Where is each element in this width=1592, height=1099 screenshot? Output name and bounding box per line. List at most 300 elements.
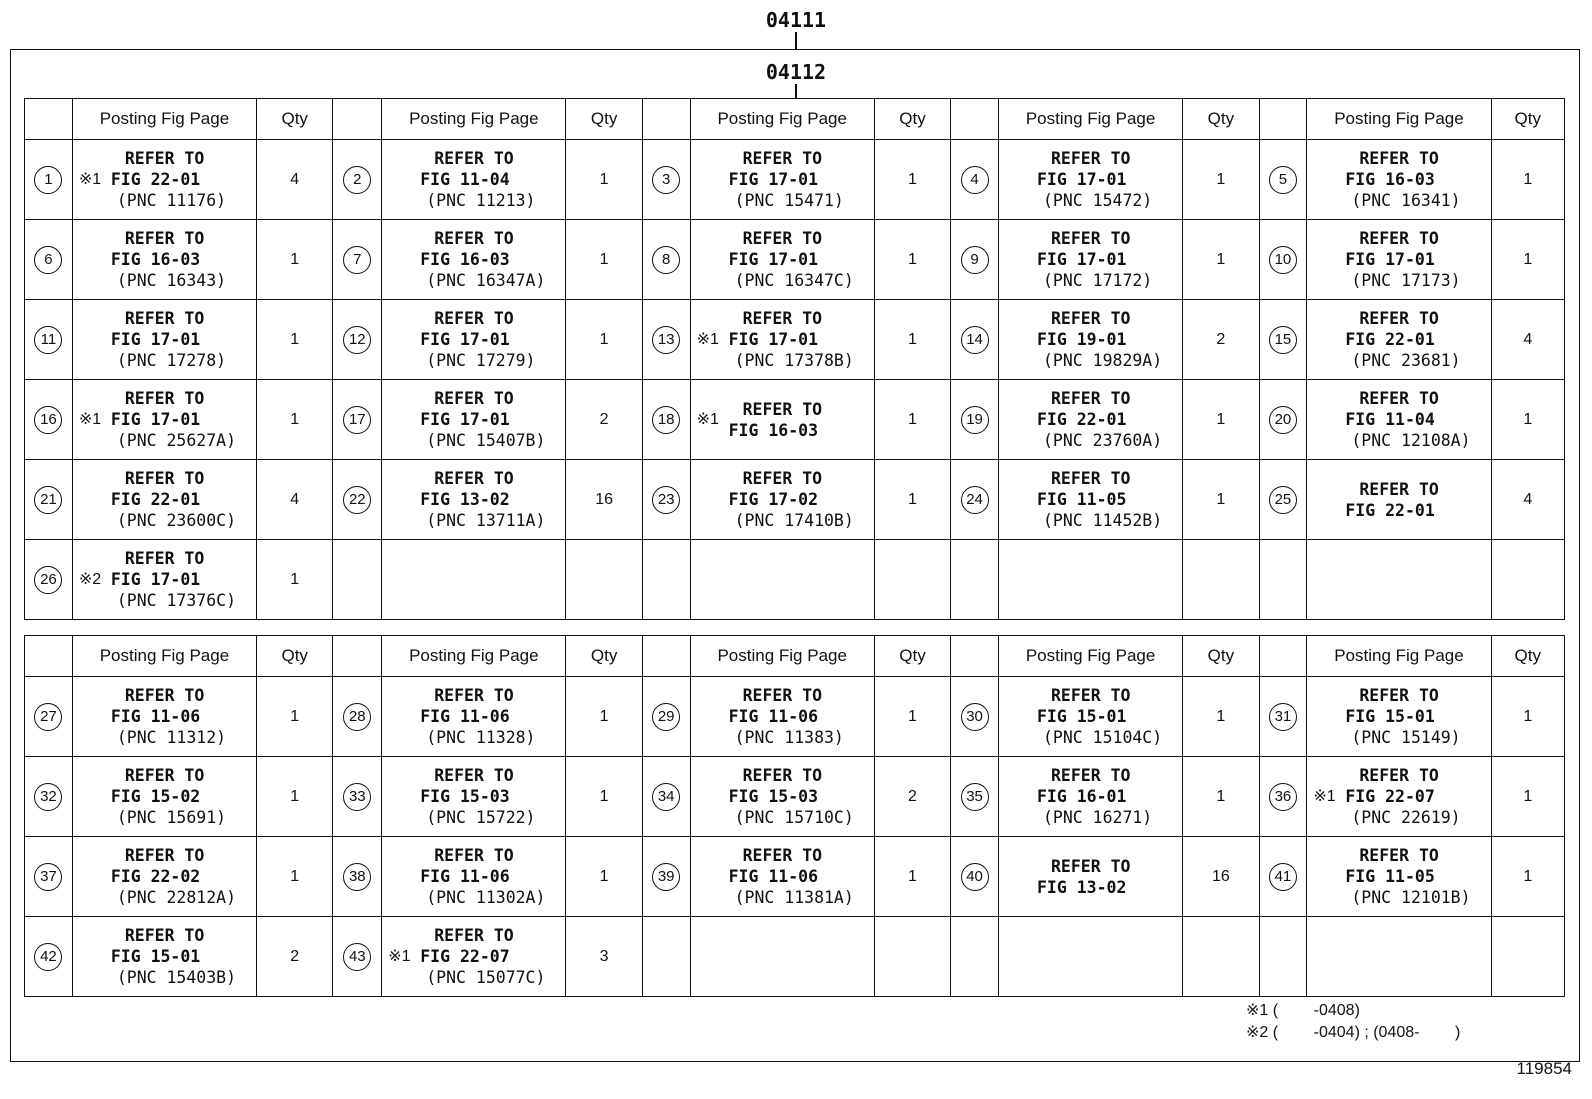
applicability-mark: ※2 xyxy=(78,571,102,588)
reference-line-l1: REFER TO xyxy=(1359,389,1439,408)
reference-line-l2: FIG 15-02 xyxy=(110,787,201,806)
reference-line-l3: (PNC 17376C) xyxy=(116,591,237,610)
header-posting-fig-page: Posting Fig Page xyxy=(690,636,874,677)
qty-cell xyxy=(257,677,333,757)
header-qty: Qty xyxy=(874,99,950,140)
footnotes xyxy=(1246,1000,1460,1044)
reference-lines xyxy=(111,388,236,451)
posting-fig-page-cell xyxy=(998,460,1182,540)
reference-line-l1: REFER TO xyxy=(742,399,823,419)
posting-fig-page-cell xyxy=(1307,540,1491,620)
qty-value: 1 xyxy=(1216,250,1226,268)
item-number-cell xyxy=(951,540,999,620)
qty-value: 1 xyxy=(908,490,917,508)
reference-line-l3: (PNC 15710C) xyxy=(734,808,854,827)
posting-reference xyxy=(382,845,565,908)
item-number-circle: 43 xyxy=(343,943,371,971)
item-number-cell xyxy=(642,677,690,757)
header-row xyxy=(25,636,1565,677)
posting-reference xyxy=(73,548,256,611)
qty-cell xyxy=(566,140,642,220)
posting-fig-page-cell xyxy=(998,220,1182,300)
qty-cell xyxy=(1491,917,1564,997)
qty-value: 2 xyxy=(908,787,917,805)
qty-value: 1 xyxy=(599,707,609,725)
posting-reference xyxy=(73,148,256,211)
item-number-circle: 23 xyxy=(652,486,680,514)
reference-line-l2: FIG 17-01 xyxy=(110,410,201,429)
reference-line-l3: (PNC 11213) xyxy=(426,191,536,210)
posting-reference xyxy=(999,388,1182,451)
item-number-cell xyxy=(1259,757,1307,837)
item-number-cell xyxy=(642,300,690,380)
posting-reference xyxy=(1307,479,1490,521)
reference-line-l3: (PNC 17172) xyxy=(1042,271,1153,290)
item-number-circle: 26 xyxy=(34,566,62,594)
item-number-circle: 8 xyxy=(652,246,680,274)
qty-value: 1 xyxy=(1216,170,1226,188)
reference-line-l2: FIG 17-01 xyxy=(110,330,201,349)
header-number xyxy=(951,99,999,140)
qty-cell xyxy=(874,837,950,917)
reference-lines xyxy=(1037,228,1152,291)
posting-fig-page-cell xyxy=(72,837,256,917)
qty-value: 2 xyxy=(599,410,609,428)
qty-cell xyxy=(1183,380,1259,460)
reference-line-l2: FIG 15-01 xyxy=(110,947,201,966)
reference-line-l1: REFER TO xyxy=(742,686,823,705)
qty-value: 1 xyxy=(908,867,917,885)
qty-cell xyxy=(566,300,642,380)
assembly-code-04111: 04111 xyxy=(765,8,827,32)
reference-line-l2: FIG 17-01 xyxy=(1036,250,1127,269)
reference-lines xyxy=(729,685,844,748)
reference-line-l2: FIG 11-04 xyxy=(1345,410,1435,429)
header-posting-fig-page: Posting Fig Page xyxy=(690,99,874,140)
reference-lines xyxy=(420,308,535,371)
posting-fig-page-cell xyxy=(382,380,566,460)
item-number-circle: 20 xyxy=(1269,406,1297,434)
reference-line-l3: (PNC 15077C) xyxy=(426,968,546,987)
reference-lines xyxy=(420,228,545,291)
applicability-mark: ※1 xyxy=(696,411,719,428)
qty-cell xyxy=(1183,220,1259,300)
posting-fig-page-cell xyxy=(1307,757,1491,837)
header-number xyxy=(951,636,999,677)
qty-value: 4 xyxy=(290,490,300,508)
reference-line-l1: REFER TO xyxy=(434,766,514,785)
reference-line-l2: FIG 16-03 xyxy=(1345,170,1435,189)
qty-value: 1 xyxy=(1216,490,1226,508)
qty-cell xyxy=(874,220,950,300)
header-number xyxy=(1259,636,1307,677)
reference-line-l1: REFER TO xyxy=(742,149,823,168)
posting-fig-page-cell xyxy=(1307,837,1491,917)
posting-fig-page-cell xyxy=(382,460,566,540)
reference-lines xyxy=(1345,845,1470,908)
reference-line-l2: FIG 11-05 xyxy=(1345,867,1435,886)
qty-cell xyxy=(566,837,642,917)
posting-reference xyxy=(691,308,874,371)
item-number-cell xyxy=(951,380,999,460)
reference-line-l2: FIG 17-01 xyxy=(420,410,510,429)
item-number-cell xyxy=(951,140,999,220)
posting-fig-page-cell xyxy=(72,220,256,300)
reference-line-l2: FIG 22-01 xyxy=(1345,330,1435,349)
qty-cell xyxy=(566,917,642,997)
qty-value: 1 xyxy=(290,570,300,588)
posting-reference xyxy=(382,148,565,211)
item-number-cell xyxy=(333,460,382,540)
header-qty: Qty xyxy=(1491,636,1564,677)
reference-line-l3: (PNC 12101B) xyxy=(1351,888,1471,907)
qty-cell xyxy=(257,837,333,917)
posting-reference xyxy=(73,685,256,748)
reference-line-l1: REFER TO xyxy=(742,229,823,248)
reference-lines xyxy=(1037,148,1152,211)
reference-line-l1: REFER TO xyxy=(434,469,514,488)
posting-reference xyxy=(691,845,874,908)
item-number-cell xyxy=(1259,140,1307,220)
item-number-cell xyxy=(333,300,382,380)
item-number-cell xyxy=(333,917,382,997)
posting-reference xyxy=(382,468,565,531)
posting-fig-page-cell xyxy=(382,837,566,917)
qty-cell xyxy=(1491,380,1564,460)
reference-line-l2: FIG 22-07 xyxy=(420,947,510,966)
reference-line-l3: (PNC 16343) xyxy=(116,271,227,290)
posting-reference xyxy=(382,388,565,451)
reference-line-l2: FIG 22-01 xyxy=(110,170,201,189)
item-number-circle: 41 xyxy=(1269,863,1297,891)
reference-lines xyxy=(1345,479,1438,521)
reference-lines xyxy=(420,765,535,828)
qty-cell xyxy=(874,757,950,837)
qty-value: 1 xyxy=(908,707,917,725)
posting-reference xyxy=(73,308,256,371)
qty-value: 1 xyxy=(908,170,917,188)
reference-line-l2: FIG 11-06 xyxy=(420,867,510,886)
item-number-circle: 9 xyxy=(961,246,989,274)
item-number-cell xyxy=(642,837,690,917)
reference-line-l2: FIG 17-01 xyxy=(1036,170,1127,189)
reference-line-l1: REFER TO xyxy=(434,389,514,408)
reference-line-l1: REFER TO xyxy=(1050,149,1131,168)
reference-line-l2: FIG 15-01 xyxy=(1345,707,1435,726)
qty-cell xyxy=(257,140,333,220)
reference-line-l3: (PNC 16347A) xyxy=(426,271,546,290)
item-number-cell xyxy=(951,300,999,380)
reference-line-l2: FIG 16-03 xyxy=(728,420,818,440)
reference-line-l1: REFER TO xyxy=(124,149,205,168)
item-number-cell xyxy=(333,677,382,757)
header-number xyxy=(642,99,690,140)
qty-value: 1 xyxy=(1216,707,1226,725)
reference-line-l1: REFER TO xyxy=(124,926,205,945)
reference-line-l2: FIG 19-01 xyxy=(1036,330,1127,349)
posting-fig-page-cell xyxy=(998,917,1182,997)
reference-line-l3: (PNC 12108A) xyxy=(1351,431,1471,450)
posting-reference xyxy=(691,765,874,828)
item-number-circle: 34 xyxy=(652,783,680,811)
header-qty: Qty xyxy=(257,99,333,140)
reference-line-l3: (PNC 15407B) xyxy=(426,431,546,450)
posting-fig-page-cell xyxy=(998,380,1182,460)
reference-line-l3: (PNC 15472) xyxy=(1042,191,1153,210)
reference-line-l3: (PNC 16271) xyxy=(1042,808,1153,827)
table-row xyxy=(25,837,1565,917)
posting-fig-page-cell xyxy=(72,380,256,460)
item-number-circle: 29 xyxy=(652,703,680,731)
reference-line-l2: FIG 17-01 xyxy=(728,170,818,189)
reference-lines xyxy=(1345,308,1460,371)
reference-line-l3: (PNC 16347C) xyxy=(734,271,854,290)
item-number-cell xyxy=(25,460,73,540)
reference-line-l1: REFER TO xyxy=(1050,686,1131,705)
item-number-circle: 37 xyxy=(34,863,62,891)
header-qty: Qty xyxy=(566,636,642,677)
posting-reference xyxy=(1307,388,1490,451)
item-number-cell xyxy=(642,220,690,300)
qty-cell xyxy=(874,300,950,380)
reference-lines xyxy=(111,845,236,908)
item-number-cell xyxy=(25,220,73,300)
reference-line-l3: (PNC 17278) xyxy=(116,351,227,370)
reference-line-l1: REFER TO xyxy=(434,149,514,168)
posting-fig-page-cell xyxy=(72,677,256,757)
reference-line-l1: REFER TO xyxy=(124,846,205,865)
item-number-cell xyxy=(951,220,999,300)
qty-value: 1 xyxy=(908,250,917,268)
qty-value: 1 xyxy=(599,330,609,348)
posting-fig-page-cell xyxy=(1307,917,1491,997)
header-posting-fig-page: Posting Fig Page xyxy=(72,636,256,677)
item-number-cell xyxy=(1259,300,1307,380)
header-number xyxy=(25,99,73,140)
reference-line-l3: (PNC 25627A) xyxy=(116,431,237,450)
posting-reference xyxy=(999,468,1182,531)
qty-cell xyxy=(1491,757,1564,837)
item-number-circle: 5 xyxy=(1269,166,1297,194)
qty-value: 1 xyxy=(908,330,917,348)
item-number-cell xyxy=(642,540,690,620)
item-number-cell xyxy=(333,757,382,837)
reference-lines xyxy=(111,308,226,371)
table-row xyxy=(25,220,1565,300)
item-number-circle: 16 xyxy=(34,406,62,434)
table-row xyxy=(25,540,1565,620)
qty-cell xyxy=(1491,837,1564,917)
qty-cell xyxy=(257,300,333,380)
qty-cell xyxy=(874,917,950,997)
item-number-circle: 30 xyxy=(961,703,989,731)
reference-line-l3: (PNC 11383) xyxy=(734,728,844,747)
reference-lines xyxy=(111,548,236,611)
reference-line-l3: (PNC 23681) xyxy=(1351,351,1461,370)
posting-fig-page-cell xyxy=(1307,300,1491,380)
header-posting-fig-page: Posting Fig Page xyxy=(1307,636,1491,677)
reference-line-l2: FIG 11-05 xyxy=(1036,490,1127,509)
applicability-mark: ※1 xyxy=(78,411,102,428)
qty-cell xyxy=(257,540,333,620)
qty-cell xyxy=(257,460,333,540)
reference-line-l2: FIG 22-01 xyxy=(1345,500,1435,520)
qty-cell xyxy=(1491,220,1564,300)
reference-line-l1: REFER TO xyxy=(742,846,823,865)
reference-line-l2: FIG 22-07 xyxy=(1345,787,1435,806)
reference-line-l2: FIG 22-02 xyxy=(110,867,201,886)
item-number-circle: 7 xyxy=(343,246,371,274)
qty-cell xyxy=(566,380,642,460)
reference-line-l2: FIG 22-01 xyxy=(110,490,201,509)
qty-cell xyxy=(566,540,642,620)
reference-lines xyxy=(420,148,535,211)
table-row xyxy=(25,677,1565,757)
item-number-circle: 15 xyxy=(1269,326,1297,354)
posting-reference xyxy=(999,228,1182,291)
qty-cell xyxy=(566,220,642,300)
qty-value: 1 xyxy=(290,867,300,885)
item-number-cell xyxy=(25,837,73,917)
reference-lines xyxy=(729,765,854,828)
reference-line-l3: (PNC 15104C) xyxy=(1042,728,1163,747)
qty-cell xyxy=(257,380,333,460)
reference-line-l3: (PNC 11452B) xyxy=(1042,511,1163,530)
reference-lines xyxy=(111,765,226,828)
reference-line-l1: REFER TO xyxy=(1050,389,1131,408)
reference-lines xyxy=(1345,765,1460,828)
qty-cell xyxy=(1491,140,1564,220)
item-number-circle: 21 xyxy=(34,486,62,514)
posting-reference xyxy=(691,228,874,291)
reference-lines xyxy=(420,685,535,748)
item-number-cell xyxy=(642,460,690,540)
posting-reference xyxy=(382,765,565,828)
reference-line-l3: (PNC 11381A) xyxy=(734,888,854,907)
qty-cell xyxy=(1183,677,1259,757)
posting-reference xyxy=(73,845,256,908)
posting-reference xyxy=(382,308,565,371)
parts-table-2 xyxy=(24,635,1565,997)
applicability-mark: ※1 xyxy=(1313,788,1336,805)
reference-line-l2: FIG 17-01 xyxy=(1345,250,1435,269)
reference-lines xyxy=(420,845,545,908)
table-row xyxy=(25,380,1565,460)
posting-reference xyxy=(1307,228,1490,291)
qty-cell xyxy=(257,917,333,997)
header-posting-fig-page: Posting Fig Page xyxy=(1307,99,1491,140)
reference-line-l2: FIG 17-02 xyxy=(728,490,818,509)
reference-line-l2: FIG 17-01 xyxy=(110,570,201,589)
parts-table-1 xyxy=(24,98,1565,620)
item-number-circle: 32 xyxy=(34,783,62,811)
reference-line-l3: (PNC 11328) xyxy=(426,728,536,747)
posting-fig-page-cell xyxy=(382,540,566,620)
qty-cell xyxy=(566,677,642,757)
reference-lines xyxy=(729,148,844,211)
qty-cell xyxy=(874,380,950,460)
reference-line-l3: (PNC 11176) xyxy=(116,191,227,210)
qty-cell xyxy=(1491,300,1564,380)
qty-cell xyxy=(1491,540,1564,620)
posting-reference xyxy=(691,468,874,531)
qty-value: 3 xyxy=(599,947,609,965)
reference-line-l3: (PNC 23600C) xyxy=(116,511,237,530)
reference-line-l1: REFER TO xyxy=(1359,686,1439,705)
qty-cell xyxy=(874,677,950,757)
reference-line-l3: (PNC 15149) xyxy=(1351,728,1461,747)
reference-lines xyxy=(1345,148,1460,211)
posting-reference xyxy=(1307,765,1490,828)
qty-cell xyxy=(1183,540,1259,620)
reference-line-l1: REFER TO xyxy=(124,229,205,248)
item-number-circle: 38 xyxy=(343,863,371,891)
reference-line-l1: REFER TO xyxy=(1050,856,1131,876)
qty-value: 4 xyxy=(1523,330,1533,348)
item-number-cell xyxy=(1259,917,1307,997)
item-number-circle: 24 xyxy=(961,486,989,514)
reference-line-l1: REFER TO xyxy=(1050,469,1131,488)
posting-fig-page-cell xyxy=(998,300,1182,380)
applicability-mark: ※1 xyxy=(388,948,411,965)
reference-line-l3: (PNC 17173) xyxy=(1351,271,1461,290)
reference-line-l1: REFER TO xyxy=(742,766,823,785)
posting-fig-page-cell xyxy=(690,757,874,837)
item-number-cell xyxy=(1259,837,1307,917)
header-row xyxy=(25,99,1565,140)
header-qty: Qty xyxy=(1183,636,1259,677)
posting-fig-page-cell xyxy=(690,837,874,917)
item-number-circle: 3 xyxy=(652,166,680,194)
reference-line-l1: REFER TO xyxy=(434,229,514,248)
posting-fig-page-cell xyxy=(690,677,874,757)
qty-cell xyxy=(1183,757,1259,837)
posting-reference xyxy=(999,685,1182,748)
item-number-cell xyxy=(25,757,73,837)
item-number-cell xyxy=(1259,460,1307,540)
posting-fig-page-cell xyxy=(1307,677,1491,757)
reference-lines xyxy=(1345,685,1460,748)
posting-fig-page-cell xyxy=(998,677,1182,757)
reference-line-l3: (PNC 23760A) xyxy=(1042,431,1163,450)
item-number-cell xyxy=(951,917,999,997)
posting-fig-page-cell xyxy=(690,460,874,540)
item-number-circle: 18 xyxy=(652,406,680,434)
qty-cell xyxy=(1183,460,1259,540)
header-posting-fig-page: Posting Fig Page xyxy=(382,636,566,677)
item-number-circle: 25 xyxy=(1269,486,1297,514)
reference-line-l3: (PNC 22619) xyxy=(1351,808,1461,827)
posting-fig-page-cell xyxy=(1307,460,1491,540)
qty-cell xyxy=(257,757,333,837)
qty-value: 1 xyxy=(599,170,609,188)
table-row xyxy=(25,300,1565,380)
reference-line-l2: FIG 11-06 xyxy=(728,867,818,886)
qty-value: 1 xyxy=(1523,250,1533,268)
posting-reference xyxy=(691,148,874,211)
reference-line-l3: (PNC 16341) xyxy=(1351,191,1461,210)
reference-line-l2: FIG 15-03 xyxy=(420,787,510,806)
qty-value: 1 xyxy=(599,787,609,805)
table-row xyxy=(25,460,1565,540)
posting-fig-page-cell xyxy=(382,220,566,300)
qty-value: 1 xyxy=(1216,787,1226,805)
item-number-circle: 39 xyxy=(652,863,680,891)
posting-fig-page-cell xyxy=(1307,380,1491,460)
reference-line-l3: (PNC 15471) xyxy=(734,191,844,210)
qty-value: 1 xyxy=(290,410,300,428)
item-number-cell xyxy=(951,757,999,837)
